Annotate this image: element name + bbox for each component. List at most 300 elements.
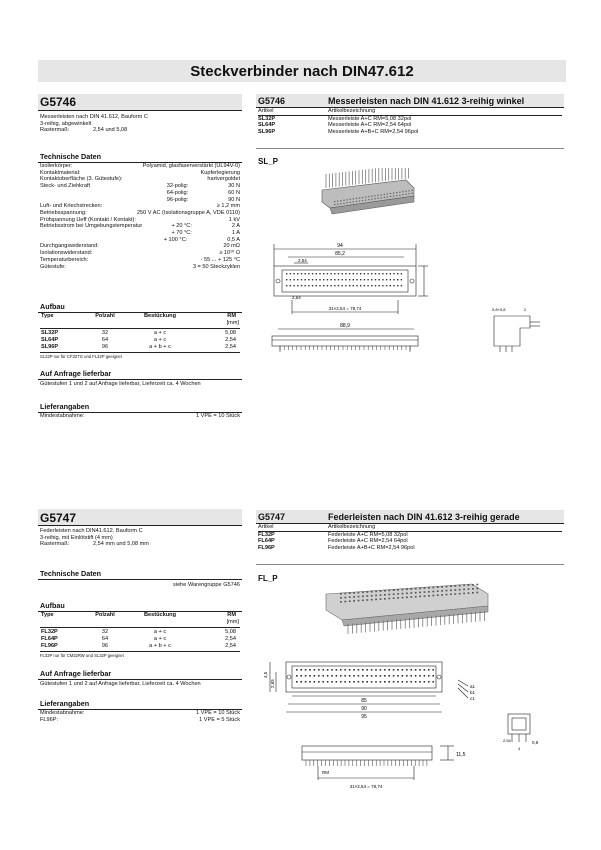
contact-hole — [337, 204, 338, 205]
g5747-liefer-title: Lieferangaben — [40, 699, 90, 708]
table-row — [40, 330, 240, 337]
col-bestueckung: Bestückung — [143, 313, 176, 320]
tech-row — [40, 190, 240, 197]
contact-pin — [293, 285, 294, 286]
tech-label: Luft- und Kriechstrecken: — [40, 203, 103, 210]
contact-pin — [362, 669, 364, 671]
divider — [38, 679, 242, 680]
contact-hole — [390, 193, 391, 194]
contact-hole — [463, 585, 465, 587]
article-desc: Federleiste A+C RM=5,08 32pol — [328, 531, 408, 538]
contact-hole — [432, 595, 434, 597]
contact-pin — [388, 681, 390, 683]
divider — [38, 525, 242, 526]
dim-pitch: 31×2,54 = 78,74 — [349, 784, 383, 789]
contact-hole — [412, 190, 413, 191]
contact-pin — [402, 681, 404, 683]
contact-hole — [340, 203, 341, 204]
table-cell: 2,54 — [225, 643, 236, 650]
desc-line: Federleisten nach DIN41.612, Bauform C — [40, 528, 143, 534]
contact-hole — [384, 594, 386, 596]
article-code: FL32P — [258, 531, 275, 538]
contact-pin — [379, 279, 380, 280]
col-polzahl: Polzahl — [95, 612, 115, 619]
contact-hole — [428, 587, 430, 589]
contact-hole — [371, 196, 372, 197]
contact-pin — [305, 669, 307, 671]
table-row — [40, 643, 240, 650]
contact-pin — [406, 675, 408, 677]
contact-hole — [388, 598, 390, 600]
contact-pin — [305, 681, 307, 683]
contact-hole — [349, 592, 351, 594]
contact-pin — [331, 675, 333, 677]
contact-pin — [356, 273, 357, 274]
contact-hole — [384, 590, 386, 592]
contact-pin — [375, 279, 376, 280]
contact-pin — [327, 675, 329, 677]
contact-hole — [446, 586, 448, 588]
contact-pin — [327, 279, 328, 280]
divider — [40, 328, 240, 329]
contact-hole — [397, 593, 399, 595]
contact-pin — [314, 681, 316, 683]
contact-hole — [375, 591, 377, 593]
contact-hole — [346, 199, 347, 200]
contact-hole — [353, 592, 355, 594]
contact-hole — [437, 594, 439, 596]
contact-hole — [405, 194, 406, 195]
contact-pin — [371, 669, 373, 671]
tech-row — [40, 176, 240, 183]
contact-pin — [308, 273, 309, 274]
divider — [40, 352, 240, 353]
contact-hole — [375, 595, 377, 597]
contact-pin — [344, 669, 346, 671]
tech-label: Kontaktmaterial: — [40, 169, 81, 176]
contact-pin — [309, 681, 311, 683]
dim-pitch: 31×2,54 = 78,74 — [328, 306, 362, 311]
contact-pin — [382, 279, 383, 280]
table-cell: SL64P — [41, 337, 59, 344]
col-type: Type — [41, 612, 54, 619]
contact-hole — [402, 194, 403, 195]
article-code: SL64P — [258, 122, 276, 129]
contact-hole — [375, 599, 377, 601]
contact-pin — [316, 285, 317, 286]
tech-label: Gütestufe: — [40, 263, 66, 270]
contact-pin — [322, 675, 324, 677]
contact-pin — [327, 285, 328, 286]
g5746-right-title: Messerleisten nach DIN 41.612 3-reihig winkel — [328, 96, 525, 106]
contact-pin — [358, 675, 360, 677]
contact-hole — [362, 600, 364, 602]
contact-hole — [353, 600, 355, 602]
contact-hole — [390, 196, 391, 197]
table-cell: 64 — [101, 636, 109, 643]
contact-pin — [336, 669, 338, 671]
col-rm: RM — [227, 313, 236, 320]
contact-pin — [342, 273, 343, 274]
dim-90: 90 — [361, 706, 367, 712]
contact-hole — [334, 201, 335, 202]
contact-hole — [381, 197, 382, 198]
table-row — [40, 629, 240, 636]
dim-94: 94 — [337, 243, 343, 249]
article-desc: Messerleiste A+B+C RM=2,54 96pol — [328, 129, 419, 136]
tech-label: Steck- und Ziehkraft — [40, 183, 91, 190]
liefer-label: FL96P: — [40, 716, 59, 723]
contact-hole — [399, 192, 400, 193]
contact-hole — [353, 596, 355, 598]
contact-pin — [397, 669, 399, 671]
contact-hole — [343, 203, 344, 204]
g5747-tech-title: Technische Daten — [40, 569, 101, 578]
contact-hole — [402, 593, 404, 595]
contact-hole — [454, 589, 456, 591]
table-row — [40, 344, 240, 351]
contact-pin — [286, 273, 287, 274]
tech-value: 0,5 A — [227, 236, 240, 243]
article-row — [258, 532, 562, 539]
contact-hole — [402, 597, 404, 599]
contact-pin — [322, 681, 324, 683]
contact-hole — [410, 592, 412, 594]
g5746-aufbau-title: Aufbau — [40, 302, 65, 311]
contact-hole — [396, 192, 397, 193]
dim-2: 2 — [524, 307, 527, 312]
contact-pin — [308, 279, 309, 280]
contact-pin — [345, 273, 346, 274]
contact-pin — [393, 285, 394, 286]
contact-pin — [371, 285, 372, 286]
liefer-row — [40, 717, 240, 724]
contact-hole — [349, 600, 351, 602]
contact-pin — [353, 675, 355, 677]
contact-hole — [450, 586, 452, 588]
g5747-right-title: Federleisten nach DIN 41.612 3-reihig gerade — [328, 512, 520, 522]
contact-hole — [374, 195, 375, 196]
dim-4: 4 — [518, 746, 521, 751]
contact-pin — [386, 279, 387, 280]
col-bestueckung: Bestückung — [143, 612, 176, 619]
contact-pin — [386, 273, 387, 274]
contact-hole — [402, 589, 404, 591]
contact-hole — [358, 592, 360, 594]
contact-pin — [286, 285, 287, 286]
contact-pin — [301, 273, 302, 274]
contact-pin — [366, 675, 368, 677]
liefer-row — [40, 710, 240, 717]
table-cell: 5,08 — [225, 629, 236, 636]
contact-hole — [350, 199, 351, 200]
tech-value: ≥ 10¹⁰ Ω — [219, 250, 240, 257]
contact-pin — [334, 273, 335, 274]
contact-hole — [454, 585, 456, 587]
contact-pin — [367, 273, 368, 274]
table-cell: 2,54 — [225, 337, 236, 344]
g5746-drawing-label: SL_P — [258, 157, 279, 166]
contact-hole — [350, 202, 351, 203]
contact-pin — [366, 681, 368, 683]
contact-pin — [358, 681, 360, 683]
contact-hole — [396, 195, 397, 196]
contact-pin — [358, 669, 360, 671]
contact-pin — [364, 285, 365, 286]
contact-pin — [419, 669, 421, 671]
contact-pin — [331, 669, 333, 671]
raster-value: 2,54 und 5,08 — [93, 127, 128, 134]
contact-pin — [356, 285, 357, 286]
contact-hole — [419, 592, 421, 594]
contact-pin — [308, 285, 309, 286]
contact-hole — [388, 594, 390, 596]
divider — [38, 379, 242, 380]
contact-pin — [349, 681, 351, 683]
contact-hole — [415, 592, 417, 594]
tech-value: Kupferlegierung — [200, 169, 240, 176]
contact-hole — [446, 590, 448, 592]
g5746-tech-drawing — [268, 240, 558, 360]
aufbau-note: SL32P nur für CF32TG und FL32P geeignet — [40, 354, 122, 359]
contact-hole — [468, 592, 470, 594]
contact-hole — [428, 595, 430, 597]
tech-label: Betriebsstrom bei Umgebungstemperatur — [40, 223, 143, 230]
contact-pin — [362, 675, 364, 677]
art-col-bezeichnung: Artikelbezeichnung — [328, 524, 376, 530]
contact-hole — [410, 588, 412, 590]
contact-hole — [397, 597, 399, 599]
contact-pin — [379, 285, 380, 286]
contact-hole — [380, 594, 382, 596]
contact-hole — [371, 595, 373, 597]
contact-pin — [386, 285, 387, 286]
contact-hole — [393, 597, 395, 599]
contact-pin — [406, 681, 408, 683]
contact-pin — [296, 669, 298, 671]
tech-sub-label: + 20 °C: — [171, 223, 192, 230]
contact-hole — [349, 596, 351, 598]
contact-hole — [405, 191, 406, 192]
table-row — [40, 337, 240, 344]
table-cell: a + c — [153, 337, 167, 344]
contact-pin — [393, 279, 394, 280]
contact-hole — [472, 584, 474, 586]
divider — [256, 148, 564, 149]
raster-value: 2,54 mm und 5,08 mm — [93, 541, 149, 548]
contact-pin — [349, 285, 350, 286]
contact-pin — [371, 273, 372, 274]
contact-pin — [349, 273, 350, 274]
contact-hole — [419, 588, 421, 590]
contact-pin — [397, 675, 399, 677]
contact-pin — [290, 279, 291, 280]
article-row — [258, 122, 562, 129]
contact-hole — [393, 192, 394, 193]
contact-pin — [334, 285, 335, 286]
contact-pin — [380, 675, 382, 677]
contact-pin — [336, 675, 338, 677]
contact-hole — [472, 588, 474, 590]
contact-pin — [330, 279, 331, 280]
contact-hole — [437, 586, 439, 588]
tech-sub-label: + 70 °C: — [171, 230, 192, 237]
contact-pin — [375, 675, 377, 677]
tech-value: 30 N — [228, 183, 240, 190]
contact-pin — [367, 285, 368, 286]
contact-hole — [459, 593, 461, 595]
contact-pin — [371, 279, 372, 280]
g5746-connector-photo — [318, 168, 418, 226]
contact-pin — [380, 681, 382, 683]
dim-0-8: 0,8+0,8 — [492, 307, 506, 312]
contact-pin — [415, 681, 417, 683]
tech-row — [40, 203, 240, 210]
table-cell: 32 — [101, 629, 109, 636]
contact-pin — [424, 675, 426, 677]
tech-row — [40, 197, 240, 204]
table-cell: a + c — [153, 636, 167, 643]
contact-pin — [296, 681, 298, 683]
contact-pin — [393, 681, 395, 683]
contact-pin — [318, 681, 320, 683]
contact-hole — [441, 586, 443, 588]
tech-value: 2 A — [231, 223, 240, 230]
contact-pin — [318, 669, 320, 671]
g5747-tech-ref: siehe Warengruppe G5746 — [173, 582, 240, 588]
contact-pin — [327, 273, 328, 274]
tech-sub-label: 96-polig: — [166, 196, 189, 203]
contact-pin — [312, 279, 313, 280]
g5747-liefer-list — [40, 710, 240, 723]
g5746-description — [40, 114, 240, 134]
contact-hole — [406, 597, 408, 599]
contact-pin — [353, 285, 354, 286]
dim-2-54: 2,54 — [503, 738, 511, 743]
g5747-aufbau-table — [40, 612, 240, 658]
contact-hole — [340, 601, 342, 603]
contact-hole — [476, 592, 478, 594]
contact-pin — [402, 675, 404, 677]
tech-row — [40, 170, 240, 177]
contact-pin — [338, 273, 339, 274]
g5747-drawing-label: FL_P — [258, 574, 278, 583]
contact-pin — [300, 669, 302, 671]
contact-hole — [402, 191, 403, 192]
contact-pin — [379, 273, 380, 274]
contact-pin — [393, 273, 394, 274]
table-cell: SL32P — [41, 330, 59, 337]
contact-pin — [301, 279, 302, 280]
tech-label: Temperaturbereich: — [40, 256, 89, 263]
contact-pin — [360, 279, 361, 280]
contact-hole — [366, 595, 368, 597]
contact-hole — [410, 596, 412, 598]
g5746-right-code: G5746 — [258, 96, 286, 106]
contact-pin — [390, 273, 391, 274]
contact-hole — [353, 198, 354, 199]
g5747-connector-photo — [322, 580, 492, 640]
g5747-tech-drawing — [262, 650, 562, 810]
table-row — [40, 636, 240, 643]
contact-hole — [362, 596, 364, 598]
contact-hole — [399, 195, 400, 196]
contact-hole — [432, 591, 434, 593]
contact-hole — [476, 584, 478, 586]
contact-pin — [353, 279, 354, 280]
contact-hole — [387, 193, 388, 194]
contact-hole — [344, 597, 346, 599]
divider — [38, 579, 242, 580]
contact-hole — [359, 197, 360, 198]
contact-hole — [387, 196, 388, 197]
contact-pin — [316, 279, 317, 280]
table-cell: 2,54 — [225, 344, 236, 351]
contact-hole — [384, 194, 385, 195]
contact-pin — [312, 273, 313, 274]
contact-hole — [346, 202, 347, 203]
contact-hole — [428, 591, 430, 593]
contact-pin — [327, 681, 329, 683]
tech-label: Kontaktoberfläche (3. Gütestufe): — [40, 176, 123, 183]
tech-row — [40, 264, 240, 271]
dim-85: 85 — [361, 698, 367, 704]
contact-pin — [371, 681, 373, 683]
contact-pin — [344, 681, 346, 683]
article-row — [258, 538, 562, 545]
tech-value: 3 = 50 Steckzyklen — [192, 263, 240, 270]
contact-pin — [345, 279, 346, 280]
tech-label — [40, 197, 148, 204]
contact-hole — [340, 593, 342, 595]
contact-pin — [314, 669, 316, 671]
table-cell: 64 — [101, 337, 109, 344]
contact-pin — [340, 669, 342, 671]
contact-hole — [334, 204, 335, 205]
tech-label: Durchgangswiderstand: — [40, 243, 99, 250]
dim-2-54-b: 2,54 — [292, 295, 301, 300]
tech-sub-label: 32-polig: — [166, 183, 189, 190]
contact-pin — [323, 285, 324, 286]
contact-pin — [331, 681, 333, 683]
contact-hole — [468, 584, 470, 586]
contact-pin — [384, 669, 386, 671]
g5747-anfrage-title: Auf Anfrage lieferbar — [40, 669, 112, 678]
contact-pin — [318, 675, 320, 677]
contact-pin — [330, 285, 331, 286]
desc-line: 3-reihig, mit Einlötstift (4 mm) — [40, 534, 113, 541]
contact-pin — [322, 669, 324, 671]
page-title: Steckverbinder nach DIN47.612 — [190, 63, 414, 80]
contact-pin — [319, 279, 320, 280]
g5746-article-table — [258, 108, 562, 136]
contact-hole — [377, 198, 378, 199]
contact-pin — [305, 285, 306, 286]
contact-pin — [345, 285, 346, 286]
contact-pin — [428, 681, 430, 683]
contact-pin — [353, 273, 354, 274]
g5747-article-table — [258, 524, 562, 552]
contact-pin — [402, 669, 404, 671]
divider — [256, 564, 564, 565]
tech-value: 250 V AC (Isolationsgruppe A, VDE 0110) — [136, 209, 240, 216]
contact-pin — [323, 279, 324, 280]
contact-hole — [437, 590, 439, 592]
contact-pin — [382, 273, 383, 274]
raster-label: Rastermaß: — [40, 541, 70, 548]
aufbau-note: FL32P nur für CM32RW und SL32P geeignet — [40, 653, 124, 658]
contact-pin — [382, 285, 383, 286]
